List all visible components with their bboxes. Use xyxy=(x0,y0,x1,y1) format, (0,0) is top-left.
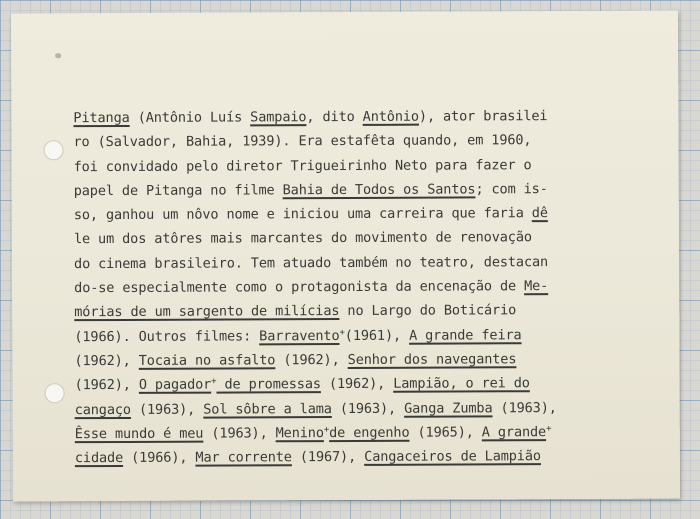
text-segment: , dito xyxy=(306,108,363,126)
punch-hole-bottom xyxy=(45,383,65,403)
text-segment: ; com is- xyxy=(475,181,548,198)
text-segment: ), ator brasilei xyxy=(418,108,548,125)
underlined-title: dê xyxy=(531,205,548,222)
text-line xyxy=(75,444,557,470)
text-segment: no Largo do Boticário xyxy=(339,302,517,320)
text-line xyxy=(75,420,557,446)
typed-text-block xyxy=(73,104,557,471)
underlined-title: Bahia de Todos os Santos xyxy=(282,181,476,199)
text-line xyxy=(74,153,556,179)
underlined-title: O pagador xyxy=(138,376,212,394)
text-segment: (1963), xyxy=(130,401,204,418)
text-line xyxy=(74,226,556,252)
underlined-title: mórias de um sargento de milícias xyxy=(74,303,340,321)
text-line xyxy=(74,201,556,227)
text-segment: (1963), xyxy=(331,400,405,417)
text-segment: (1966), xyxy=(123,449,196,467)
underlined-title: de engenho xyxy=(329,424,410,441)
underlined-title: Êsse mundo é meu xyxy=(74,425,204,443)
text-segment: foi convidado pelo diretor Trigueirinho Neto para fazer o xyxy=(73,156,532,175)
dagger-mark: + xyxy=(339,327,345,338)
text-segment: (1962), xyxy=(74,377,139,394)
underlined-title: Tocaia no asfalto xyxy=(138,352,276,369)
text-line xyxy=(74,274,556,300)
text-line xyxy=(74,298,556,324)
text-segment: (1961), xyxy=(344,327,410,344)
underlined-title: A grande feira xyxy=(409,326,522,344)
text-segment: ro (Salvador, Bahia, 1939). Era estafêta quando, em 1960, xyxy=(73,132,532,151)
text-line xyxy=(74,177,556,203)
underlined-title: Ganga Zumba xyxy=(404,399,493,417)
text-line xyxy=(74,250,556,276)
underlined-title: Menino xyxy=(275,424,324,442)
dagger-mark: + xyxy=(546,423,552,434)
text-line xyxy=(74,347,556,373)
text-segment: (1963), xyxy=(492,399,557,416)
underlined-title: A grande xyxy=(481,423,547,441)
underlined-title: Antônio xyxy=(362,108,419,125)
text-segment: do cinema brasileiro. Tem atuado também no teatro, destacan xyxy=(73,253,549,272)
text-line xyxy=(75,396,557,422)
text-line xyxy=(73,104,555,130)
underlined-title: Me- xyxy=(524,278,549,295)
underlined-title: Mar corrente xyxy=(195,449,292,466)
text-segment: (1962), xyxy=(74,352,139,370)
text-segment: (1962), xyxy=(275,351,348,369)
text-segment: (1965), xyxy=(409,424,482,441)
underlined-title: Barravento xyxy=(259,327,340,345)
text-segment: (1966). Outros filmes: xyxy=(74,328,260,345)
text-segment: do-se especialmente como o protagonista da encenação de xyxy=(74,278,525,297)
text-segment: (Antônio Luís xyxy=(129,109,251,126)
text-segment: papel de Pitanga no filme xyxy=(73,182,283,200)
underlined-title: Cangaceiros de Lampião xyxy=(364,448,541,466)
text-segment: (1967), xyxy=(291,449,365,466)
underlined-title: Lampião, o rei do xyxy=(393,375,530,393)
paper-mark xyxy=(55,53,61,58)
text-line xyxy=(74,323,556,349)
dagger-mark: + xyxy=(323,424,330,435)
underlined-title: Senhor dos navegantes xyxy=(347,351,517,368)
underlined-title: cidade xyxy=(74,450,124,467)
underlined-title: Sampaio xyxy=(250,109,307,126)
dagger-mark: + xyxy=(211,376,217,387)
underlined-title: cangaço xyxy=(74,401,131,418)
underlined-title: Pitanga xyxy=(73,109,130,127)
typed-page xyxy=(11,11,680,502)
text-segment: (1963), xyxy=(203,425,276,442)
text-segment: so, ganhou um nôvo nome e iniciou uma carreira que faria xyxy=(73,205,532,224)
text-segment: le um dos atôres mais marcantes do movimento de renovação xyxy=(73,229,532,248)
underlined-title: Sol sôbre a lama xyxy=(203,400,332,418)
text-segment: (1962), xyxy=(320,376,394,393)
text-line xyxy=(73,128,555,154)
text-line xyxy=(75,371,557,397)
punch-hole-top xyxy=(43,140,63,160)
underlined-title: de promessas xyxy=(216,376,321,393)
